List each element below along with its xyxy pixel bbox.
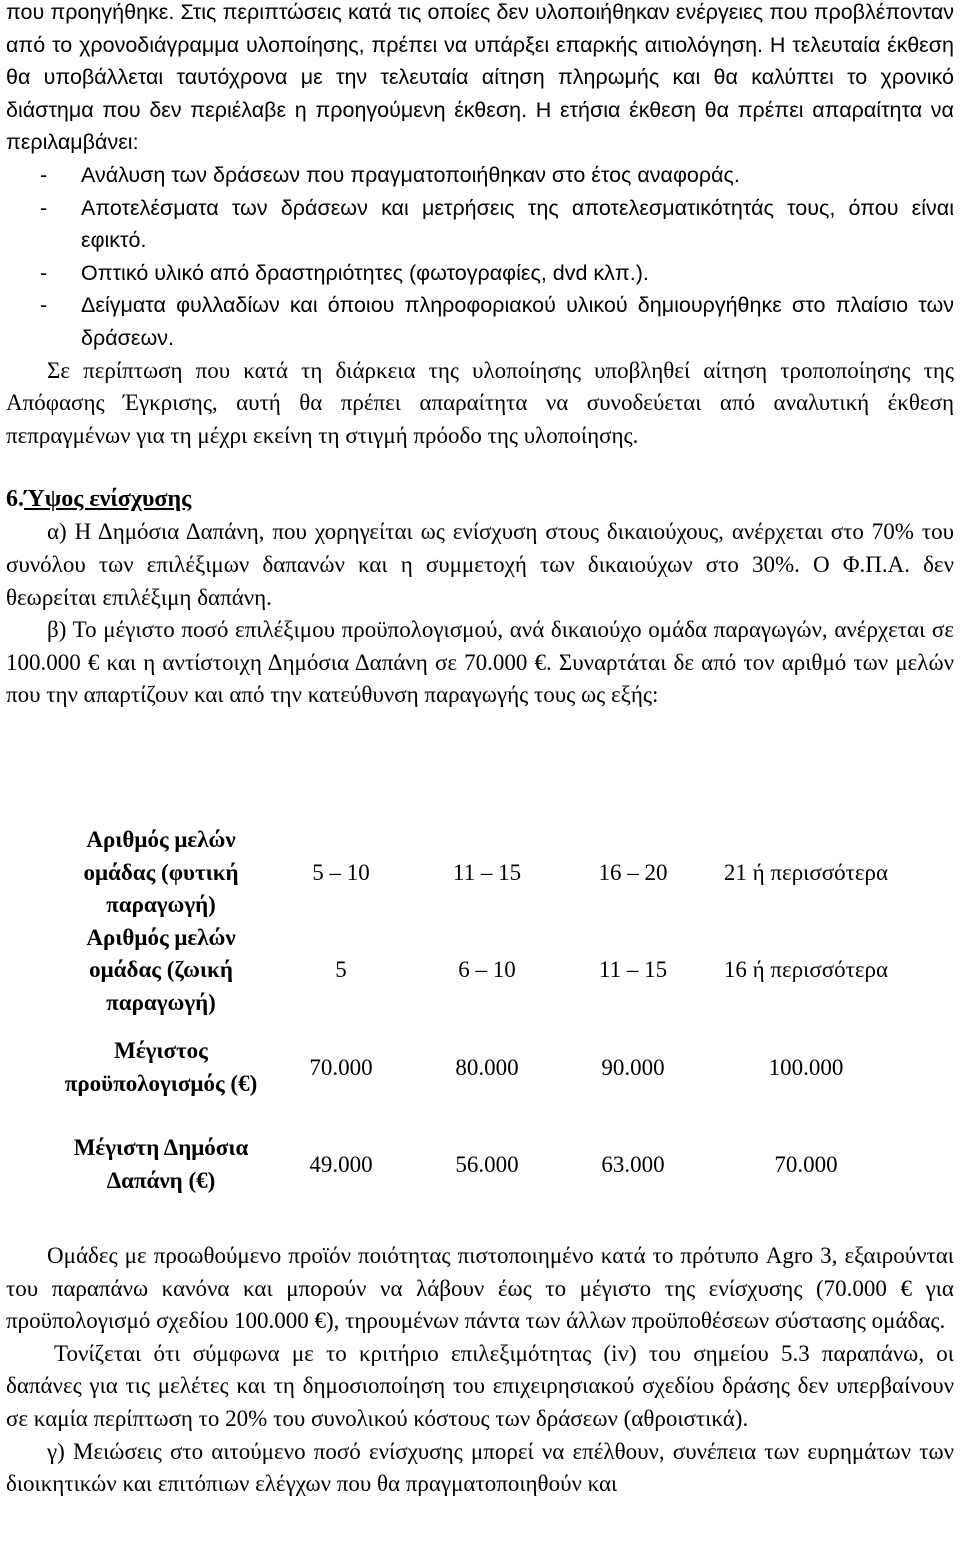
table-cell: 11 – 15 <box>452 859 522 885</box>
table-cell: 16 ή περισσότερα <box>723 957 889 983</box>
document-page <box>6 0 954 712</box>
section-heading <box>6 482 954 516</box>
table-cell: 16 – 20 <box>598 859 668 885</box>
paragraph-b: β) Το μέγιστο ποσό επιλέξιμου προϋπολογισμού, ανά δικαιούχο ομάδα παραγωγών, ανέρχεται σε 100.000 € και η αντίστοιχη Δημόσια Δαπάνη σε 70.000 €. Συναρτάται δε από τον αριθμό των μελών που την απαρτίζουν και από την κατεύθυνση παραγωγής τους ως εξής: <box>6 617 954 708</box>
table-cell: 70.000 <box>309 1054 373 1080</box>
table-cell: 5 – 10 <box>312 859 370 885</box>
agro-exception-paragraph: Ομάδες με προωθούμενο προϊόν ποιότητας πιστοποιημένο κατά το πρότυπο Agro 3, εξαιρούνται του παραπάνω κανόνα και μπορούν να λάβουν έως το μέγιστο της ενίσχυσης (70.000 € για προϋπολογισμό σχεδίου 100.000 €), τηρουμένων πάντα των άλλων προϋποθέσεων σύστασης ομάδας. <box>6 1243 954 1334</box>
post-table-section <box>6 1240 954 1501</box>
list-item: - Ανάλυση των δράσεων που πραγματοποιήθηκαν στο έτος αναφοράς. <box>6 159 954 192</box>
section-number: 6. <box>6 486 24 513</box>
table-cell: 100.000 <box>768 1054 844 1080</box>
intro-paragraph <box>6 0 954 159</box>
table-cell: 11 – 15 <box>598 957 668 983</box>
table-cell: 21 ή περισσότερα <box>723 859 889 885</box>
table-row <box>54 1020 906 1117</box>
paragraph-a: α) Η Δημόσια Δαπάνη, που χορηγείται ως ενίσχυση στους δικαιούχους, ανέρχεται στο 70% του συνόλου των επιλέξιμων δαπανών και η συμμετοχή των δικαιούχων στο 30%. Ο Φ.Π.Α. δεν θεωρείται επιλέξιμη δαπάνη. <box>6 519 954 610</box>
list-item: - Δείγματα φυλλαδίων και όποιου πληροφοριακού υλικού δημιουργήθηκε στο πλαίσιο των δράσεων. <box>6 289 954 354</box>
report-requirements-list <box>6 159 954 355</box>
table-row <box>54 1117 906 1214</box>
paragraph-c: γ) Μειώσεις στο αιτούμενο ποσό ενίσχυσης μπορεί να επέλθουν, συνέπεια των ευρημάτων των διοικητικών και επιτόπιων ελέγχων που θα πραγματοποιηθούν και <box>6 1438 954 1497</box>
row-header: Αριθμός μελών ομάδας (ζωική παραγωγή) <box>86 924 236 1015</box>
table-cell: 90.000 <box>601 1054 665 1080</box>
row-header: Μέγιστη Δημόσια Δαπάνη (€) <box>73 1135 249 1194</box>
row-header: Αριθμός μελών ομάδας (φυτική παραγωγή) <box>83 827 239 918</box>
grant-table <box>54 824 906 1214</box>
row-header: Μέγιστος προϋπολογισμός (€) <box>64 1038 258 1097</box>
section-title: Ύψος ενίσχυσης <box>24 486 192 513</box>
table-cell: 63.000 <box>601 1151 665 1177</box>
table-cell: 70.000 <box>774 1151 838 1177</box>
table-cell: 6 – 10 <box>458 957 516 983</box>
table-cell: 56.000 <box>455 1151 519 1177</box>
modification-paragraph: Σε περίπτωση που κατά τη διάρκεια της υλοποίησης υποβληθεί αίτηση τροποποίησης της Απόφασης Έγκρισης, αυτή θα πρέπει απαραίτητα να συνοδεύεται από αναλυτική έκθεση πεπραγμένων για τη μέχρι εκείνη τη στιγμή πρόοδο της υλοποίησης. <box>6 357 954 448</box>
table-cell: 49.000 <box>309 1151 373 1177</box>
intro-text-tail: Η ετήσια έκθεση θα πρέπει απαραίτητα να περιλαμβάνει: <box>6 97 954 155</box>
table-row <box>54 922 906 1020</box>
eligibility-paragraph: Τονίζεται ότι σύμφωνα με το κριτήριο επιλεξιμότητας (iv) του σημείου 5.3 παραπάνω, οι δαπάνες για τις μελέτες και τη δημοσιοποίηση του επιχειρησιακού σχεδίου δράσης δεν υπερβαίνουν σε καμία περίπτωση το 20% του συνολικού κόστους των δράσεων (αθροιστικά). <box>6 1340 954 1431</box>
list-item: - Αποτελέσματα των δράσεων και μετρήσεις της αποτελεσματικότητάς τους, όπου είναι εφικτό. <box>6 192 954 257</box>
table-cell: 5 <box>335 957 347 983</box>
list-item: - Οπτικό υλικό από δραστηριότητες (φωτογραφίες, dvd κλπ.). <box>6 257 954 290</box>
intro-text: που προηγήθηκε. Στις περιπτώσεις κατά τις οποίες δεν υλοποιήθηκαν ενέργειες που προβλέπονταν από το χρονοδιάγραμμα υλοποίησης, πρέπει να υπάρξει επαρκής αιτιολόγηση. Η τελευταία έκθεση θα υποβάλλεται ταυτόχρονα με την τελευταία αίτηση πληρωμής και θα καλύπτει το χρονικό διάστημα που δεν περιέλαβε η προηγούμενη έκθεση. <box>6 0 954 122</box>
table-cell: 80.000 <box>455 1054 519 1080</box>
table-row <box>54 824 906 922</box>
